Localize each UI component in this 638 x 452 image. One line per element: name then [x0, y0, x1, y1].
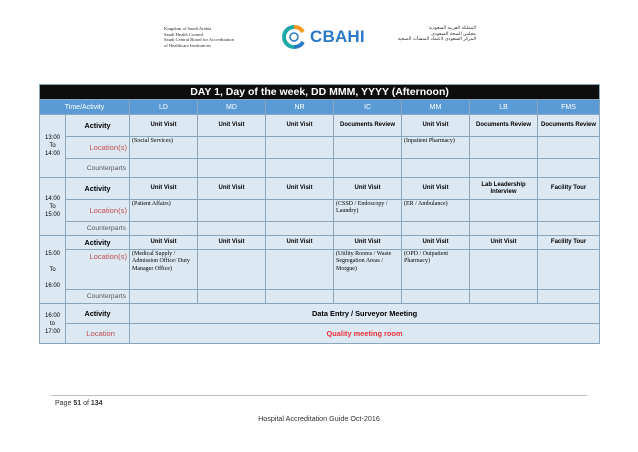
location-cell: (Medical Supply / Admission Office/ Duty Manager Office) [130, 250, 198, 290]
location-cell [198, 137, 266, 159]
english-line: of Healthcare Institutions [164, 42, 211, 48]
counterpart-cell [266, 222, 334, 236]
guide-title: Hospital Accreditation Guide Oct-2016 [258, 414, 380, 423]
counterpart-cell [266, 290, 334, 304]
counterpart-cell [198, 290, 266, 304]
logo-wordmark: CBAHI [310, 27, 365, 46]
counterpart-cell [198, 159, 266, 178]
merged-location-cell: Quality meeting room [130, 324, 600, 344]
activity-cell: Documents Review [538, 115, 600, 137]
activity-cell: Unit Visit [266, 236, 334, 250]
location-cell [266, 137, 334, 159]
column-header: FMS [538, 100, 600, 115]
time-start: 15:00 [44, 250, 60, 257]
time-to: to [49, 320, 55, 327]
schedule-table [39, 84, 600, 344]
time-slot [40, 236, 66, 304]
counterpart-cell [538, 222, 600, 236]
counterpart-cell [334, 222, 402, 236]
activity-row [40, 115, 600, 137]
counterparts-row [40, 159, 600, 178]
counterpart-cell [538, 290, 600, 304]
location-label: Location [66, 324, 130, 344]
location-label: Location(s) [66, 250, 130, 290]
location-cell [470, 200, 538, 222]
activity-row [40, 178, 600, 200]
arabic-line: المملكة العربية السعودية [428, 26, 476, 31]
activity-cell: Documents Review [334, 115, 402, 137]
column-header: MM [402, 100, 470, 115]
document-header [0, 0, 638, 78]
location-cell: (OPD / Outpatient Pharmacy) [402, 250, 470, 290]
location-cell [538, 250, 600, 290]
activity-cell: Facility Tour [538, 236, 600, 250]
location-cell: (CSSD / Endoscopy / Laundry) [334, 200, 402, 222]
time-start: 13:00 [44, 135, 60, 141]
cbahi-logo [279, 24, 379, 50]
counterpart-cell [402, 159, 470, 178]
column-header-row [40, 100, 600, 115]
activity-cell: Unit Visit [334, 236, 402, 250]
location-row [40, 200, 600, 222]
footer-divider [51, 395, 587, 396]
counterpart-cell [538, 159, 600, 178]
counterparts-label: Counterparts [66, 222, 130, 236]
activity-label: Activity [66, 115, 130, 137]
current-page: 51 [73, 400, 82, 407]
counterpart-cell [130, 222, 198, 236]
counterpart-cell [402, 290, 470, 304]
activity-cell: Unit Visit [198, 115, 266, 137]
counterpart-cell [130, 159, 198, 178]
location-cell [538, 200, 600, 222]
column-header: NR [266, 100, 334, 115]
time-slot [40, 178, 66, 236]
column-header: MD [198, 100, 266, 115]
english-line: Saudi Health Council [164, 31, 204, 37]
activity-cell: Unit Visit [130, 178, 198, 200]
arabic-organization-text [384, 26, 476, 43]
time-to: To [49, 143, 56, 149]
activity-label: Activity [66, 304, 130, 324]
activity-cell: Unit Visit [402, 178, 470, 200]
english-line: Kingdom of Saudi Arabia [164, 26, 212, 31]
activity-cell: Unit Visit [266, 115, 334, 137]
location-cell [334, 137, 402, 159]
location-cell: (Utility Rooms / Waste Segregation Areas / Morgue) [334, 250, 402, 290]
counterparts-row [40, 222, 600, 236]
location-cell: (Patient Affairs) [130, 200, 198, 222]
location-cell [266, 200, 334, 222]
time-end: 16:00 [44, 282, 60, 289]
activity-label: Activity [66, 236, 130, 250]
activity-row [40, 304, 600, 324]
page-of: of [83, 400, 89, 407]
location-cell: (Social Services) [130, 137, 198, 159]
column-header: LB [470, 100, 538, 115]
activity-cell: Unit Visit [402, 115, 470, 137]
time-to: To [49, 266, 56, 273]
location-cell: (Inpatient Pharmacy) [402, 137, 470, 159]
counterparts-label: Counterparts [66, 159, 130, 178]
page-prefix: Page [55, 400, 72, 407]
activity-cell: Unit Visit [198, 236, 266, 250]
column-header: Time/Activity [40, 100, 130, 115]
counterpart-cell [470, 222, 538, 236]
activity-cell: Documents Review [470, 115, 538, 137]
total-pages: 134 [90, 400, 103, 407]
activity-cell: Unit Visit [470, 236, 538, 250]
activity-row [40, 236, 600, 250]
cbahi-logo-icon [279, 24, 309, 50]
location-row [40, 137, 600, 159]
location-cell [538, 137, 600, 159]
arabic-line: مجلس الصحة السعودي [431, 31, 476, 37]
activity-cell: Unit Visit [198, 178, 266, 200]
time-slot [40, 115, 66, 178]
activity-cell: Unit Visit [266, 178, 334, 200]
time-end: 14:00 [44, 151, 60, 157]
location-cell [470, 250, 538, 290]
counterpart-cell [266, 159, 334, 178]
counterpart-cell [470, 159, 538, 178]
page-number [55, 400, 103, 407]
activity-cell: Unit Visit [130, 115, 198, 137]
location-label: Location(s) [66, 137, 130, 159]
column-header: IC [334, 100, 402, 115]
activity-cell: Lab Leadership Interview [470, 178, 538, 200]
time-start: 14:00 [44, 195, 60, 202]
time-to: To [49, 203, 56, 210]
time-end: 15:00 [44, 211, 60, 218]
counterpart-cell [402, 222, 470, 236]
location-row [40, 324, 600, 344]
counterparts-row [40, 290, 600, 304]
location-cell [266, 250, 334, 290]
english-organization-text [164, 26, 264, 48]
time-slot [40, 304, 66, 344]
english-line: Saudi Central Board for Accreditation [164, 37, 234, 43]
activity-cell: Unit Visit [402, 236, 470, 250]
counterparts-label: Counterparts [66, 290, 130, 304]
counterpart-cell [334, 290, 402, 304]
location-cell [470, 137, 538, 159]
location-label: Location(s) [66, 200, 130, 222]
counterpart-cell [334, 159, 402, 178]
activity-cell: Unit Visit [334, 178, 402, 200]
activity-cell: Unit Visit [130, 236, 198, 250]
location-cell: (ER / Ambulance) [402, 200, 470, 222]
counterpart-cell [198, 222, 266, 236]
arabic-line: المركز السعودي لاعتماد المنشآت الصحية [397, 37, 476, 43]
merged-activity-cell: Data Entry / Surveyor Meeting [130, 304, 600, 324]
time-end: 17:00 [44, 328, 60, 335]
schedule-title: DAY 1, Day of the week, DD MMM, YYYY (Afternoon) [40, 85, 600, 100]
location-cell [198, 200, 266, 222]
activity-label: Activity [66, 178, 130, 200]
location-row [40, 250, 600, 290]
time-start: 16:00 [44, 312, 60, 319]
column-header: LD [130, 100, 198, 115]
counterpart-cell [130, 290, 198, 304]
counterpart-cell [470, 290, 538, 304]
activity-cell: Facility Tour [538, 178, 600, 200]
location-cell [198, 250, 266, 290]
